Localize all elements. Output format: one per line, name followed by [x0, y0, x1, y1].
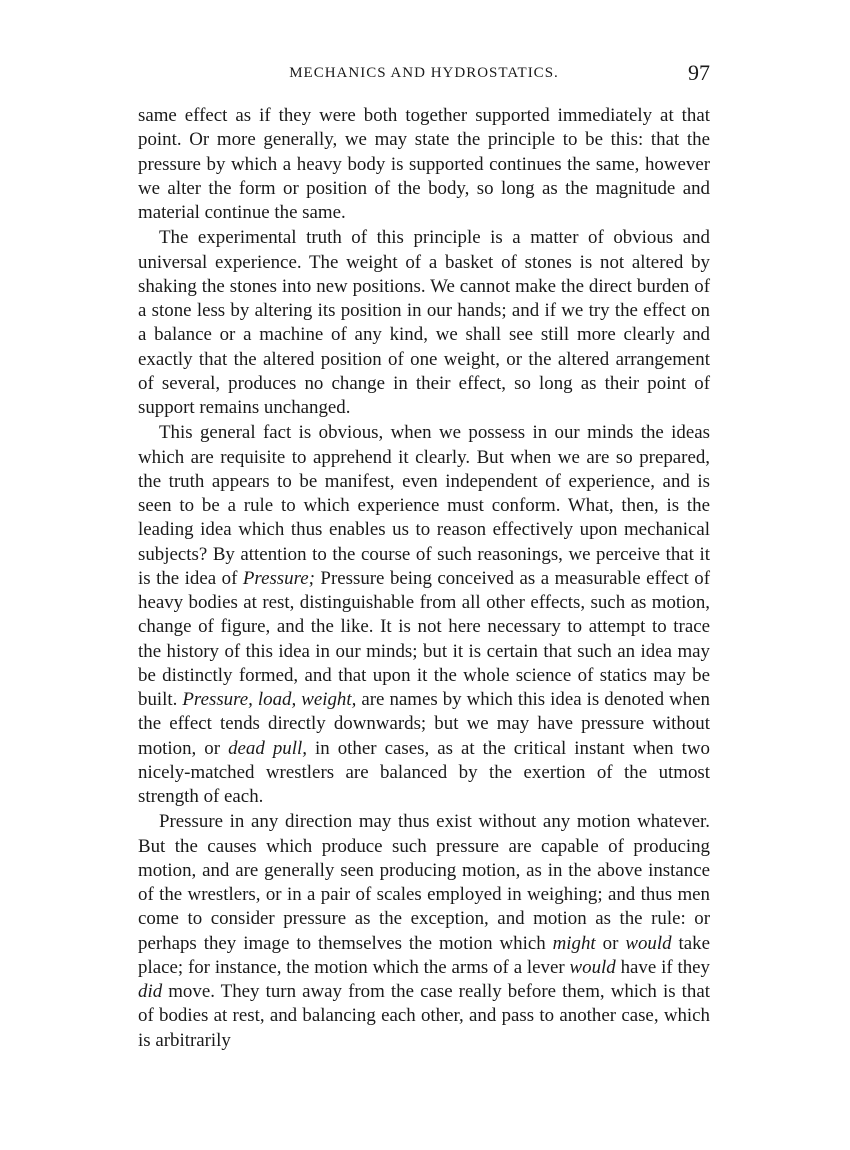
paragraph-pressure-direction [138, 810, 710, 1053]
running-head [138, 62, 710, 88]
emphasis-might: might [552, 932, 596, 954]
text-run: or [595, 932, 626, 954]
body-text [138, 104, 710, 1053]
text-run: This general fact is obvious, when we possess in our minds the ideas which are requisite to apprehend it clearly. But when we are so prepared, the truth appears to be manifest, even independent of experience, and is seen to be a rule to which experience must conform. What, then, is the leading idea which thus enables us to reason effectively upon mechanical subjects? By attention to the course of such reasonings, we perceive that it is the idea of [138, 422, 710, 589]
text-run: have if they [615, 956, 710, 978]
text-run: move. They turn away from the case really before them, which is that of bodies at rest, and balancing each other, and pass to another case, which is arbitrarily [138, 981, 710, 1051]
emphasis-did: did [138, 981, 163, 1002]
emphasis-would: would [625, 932, 672, 954]
emphasis-dead-pull: dead pull, [228, 737, 307, 759]
emphasis-load: load, [257, 689, 297, 710]
emphasis-weight: weight, [301, 689, 357, 710]
running-title: MECHANICS AND HYDROSTATICS. [289, 65, 559, 81]
paragraph-continued: same effect as if they were both together supported immediately at that point. Or more generally, we may state the principle to be this: that the pressure by which a heavy body is supported continues the same, however we alter the form or position of the body, so long as the magnitude and material continue the same. [138, 105, 710, 223]
text-run: take place; for instance, the motion which the arms of a lever [138, 932, 710, 978]
emphasis-would: would [569, 956, 616, 978]
text-run: Pressure being conceived as a measurable effect of heavy bodies at rest, distinguishable from all other effects, such as motion, change of figure, and the like. It is not here necessary to attempt to trace the history of this idea in our minds; but it is certain that such an idea may be distinctly formed, and that upon it the whole science of statics may be built. [138, 567, 710, 710]
text-run: Pressure in any direction may thus exist without any motion whatever. But the causes which produce such pressure are capable of producing motion, and are generally seen producing motion, as in the above instance of the wrestlers, or in a pair of scales employed in weighing; and thus men come to consider pressure as the exception, and motion as the rule: or perhaps they image to themselves the motion which [138, 811, 710, 954]
paragraph-experimental-truth: The experimental truth of this principle is a matter of obvious and universal experience. The weight of a basket of stones is not altered by shaking the stones into new positions. We cannot make the direct burden of a stone less by altering its position in our hands; and if we try the effect on a balance or a machine of any kind, we shall see still more clearly and exactly that the altered position of one weight, or the altered arrangement of several, produces no change in their effect, so long as their point of support remains unchanged. [138, 227, 710, 418]
emphasis-pressure: Pressure; [242, 567, 315, 589]
text-run: in other cases, as at the critical instant when two nicely-matched wrestlers are balanced by the exertion of the utmost strength of each. [138, 737, 710, 807]
emphasis-pressure-term: Pressure, [182, 689, 253, 710]
paragraph-idea-of-pressure [138, 421, 710, 809]
page-number: 97 [688, 60, 710, 85]
text-run: are names by which this idea is denoted when the effect tends directly downwards; but we may have pressure without motion, or [138, 689, 710, 759]
